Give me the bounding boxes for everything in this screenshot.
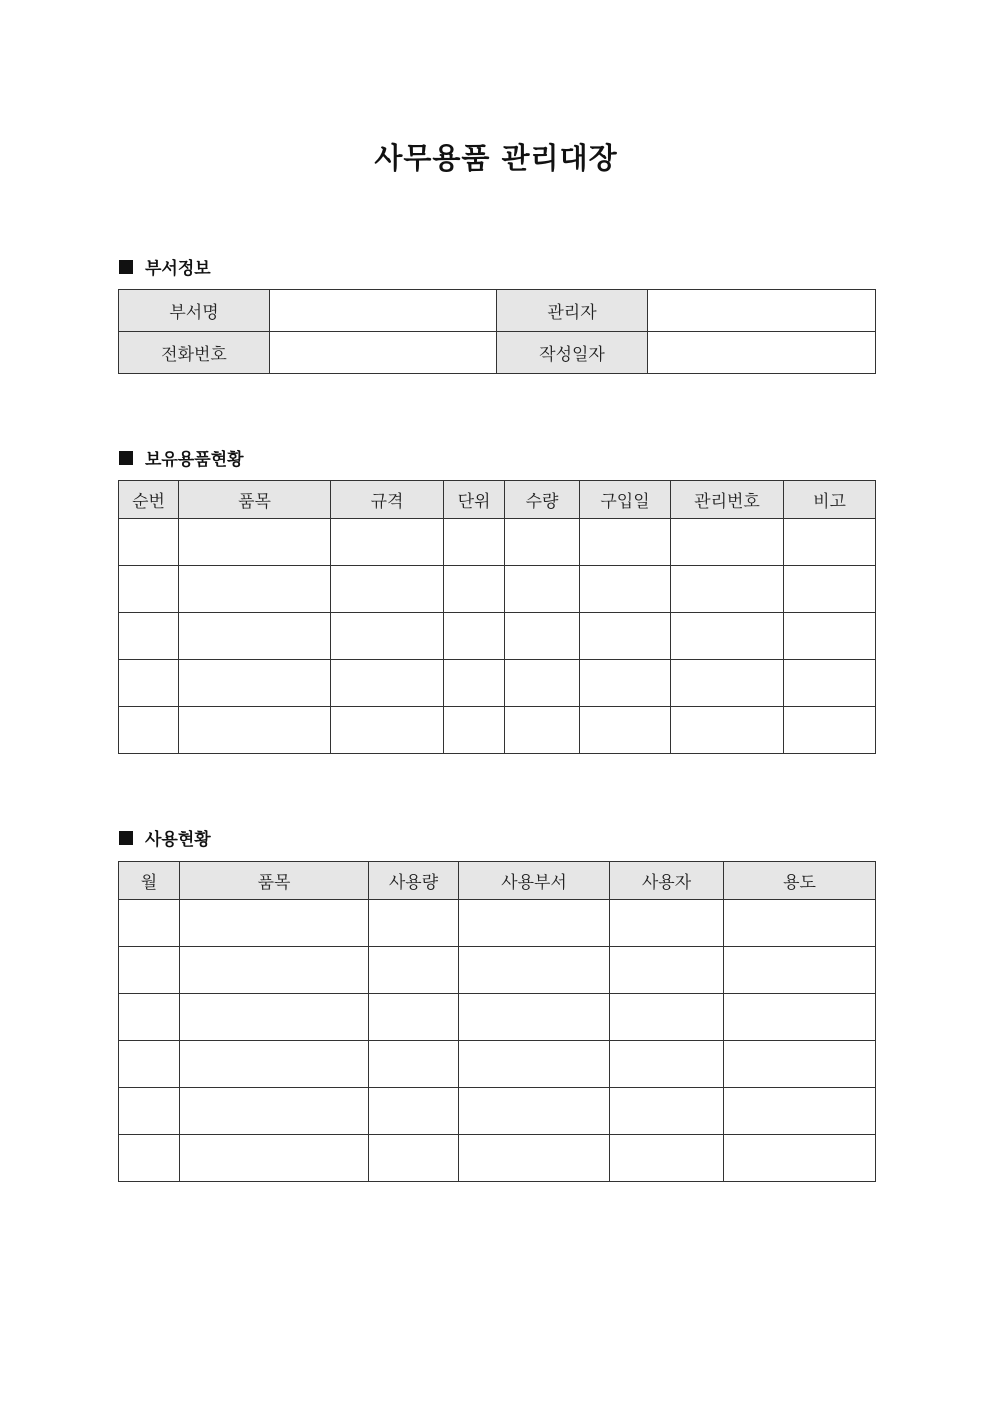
usage-table (118, 861, 876, 1182)
table-cell[interactable] (784, 519, 876, 566)
table-cell[interactable] (180, 1041, 369, 1088)
table-cell[interactable] (119, 947, 180, 994)
section-heading-holdings (119, 445, 244, 470)
table-cell[interactable] (671, 660, 784, 707)
table-cell[interactable] (444, 519, 505, 566)
table-cell[interactable] (119, 566, 179, 613)
table-cell[interactable] (784, 707, 876, 754)
column-header: 사용자 (610, 862, 724, 900)
date-field[interactable] (648, 332, 876, 374)
column-header: 사용부서 (459, 862, 610, 900)
column-header: 관리번호 (671, 481, 784, 519)
column-header: 품목 (179, 481, 331, 519)
table-cell[interactable] (119, 519, 179, 566)
table-row (119, 994, 876, 1041)
table-cell[interactable] (459, 1041, 610, 1088)
phone-field[interactable] (270, 332, 497, 374)
table-cell[interactable] (369, 1041, 459, 1088)
table-cell[interactable] (724, 900, 876, 947)
table-row (119, 1135, 876, 1182)
table-cell[interactable] (444, 566, 505, 613)
table-cell[interactable] (505, 660, 580, 707)
column-header: 수량 (505, 481, 580, 519)
square-bullet-icon (119, 260, 133, 274)
section-heading-usage (119, 825, 211, 850)
table-row (119, 707, 876, 754)
table-cell[interactable] (459, 1135, 610, 1182)
table-cell[interactable] (119, 1088, 180, 1135)
section-heading-label: 부서정보 (145, 259, 211, 279)
table-cell[interactable] (179, 660, 331, 707)
table-cell[interactable] (610, 994, 724, 1041)
table-cell[interactable] (671, 613, 784, 660)
table-row (119, 660, 876, 707)
table-cell[interactable] (671, 519, 784, 566)
column-header: 비고 (784, 481, 876, 519)
table-cell[interactable] (459, 1088, 610, 1135)
column-header: 구입일 (580, 481, 671, 519)
table-cell[interactable] (179, 519, 331, 566)
table-row (119, 332, 876, 374)
table-cell[interactable] (724, 947, 876, 994)
table-cell[interactable] (369, 947, 459, 994)
table-cell[interactable] (784, 566, 876, 613)
column-header: 순번 (119, 481, 179, 519)
column-header: 품목 (180, 862, 369, 900)
square-bullet-icon (119, 831, 133, 845)
column-header: 규격 (331, 481, 444, 519)
dept-name-label: 부서명 (119, 290, 270, 332)
table-cell[interactable] (369, 900, 459, 947)
section-heading-label: 보유용품현황 (145, 450, 244, 470)
page-title: 사무용품 관리대장 (374, 141, 618, 175)
table-cell[interactable] (671, 566, 784, 613)
table-cell[interactable] (180, 947, 369, 994)
table-header-row (119, 862, 876, 900)
table-cell[interactable] (724, 1135, 876, 1182)
phone-label: 전화번호 (119, 332, 270, 374)
table-row (119, 900, 876, 947)
table-cell[interactable] (119, 660, 179, 707)
table-cell[interactable] (179, 613, 331, 660)
table-cell[interactable] (505, 707, 580, 754)
table-cell[interactable] (671, 707, 784, 754)
table-cell[interactable] (119, 707, 179, 754)
table-row (119, 290, 876, 332)
column-header: 용도 (724, 862, 876, 900)
dept-info-table (118, 289, 876, 374)
table-cell[interactable] (724, 994, 876, 1041)
table-cell[interactable] (444, 707, 505, 754)
table-cell[interactable] (580, 707, 671, 754)
table-cell[interactable] (610, 1135, 724, 1182)
table-cell[interactable] (444, 613, 505, 660)
table-cell[interactable] (505, 519, 580, 566)
table-row (119, 1041, 876, 1088)
table-cell[interactable] (580, 566, 671, 613)
square-bullet-icon (119, 451, 133, 465)
table-row (119, 566, 876, 613)
table-cell[interactable] (610, 1041, 724, 1088)
table-cell[interactable] (505, 566, 580, 613)
table-cell[interactable] (369, 994, 459, 1041)
table-cell[interactable] (610, 947, 724, 994)
table-cell[interactable] (180, 900, 369, 947)
table-cell[interactable] (724, 1088, 876, 1135)
table-row (119, 613, 876, 660)
table-cell[interactable] (724, 1041, 876, 1088)
table-cell[interactable] (331, 613, 444, 660)
dept-name-field[interactable] (270, 290, 497, 332)
manager-label: 관리자 (497, 290, 648, 332)
table-cell[interactable] (369, 1135, 459, 1182)
table-cell[interactable] (459, 994, 610, 1041)
table-cell[interactable] (331, 566, 444, 613)
table-row (119, 1088, 876, 1135)
table-cell[interactable] (180, 1088, 369, 1135)
column-header: 단위 (444, 481, 505, 519)
table-cell[interactable] (580, 660, 671, 707)
table-cell[interactable] (179, 566, 331, 613)
manager-field[interactable] (648, 290, 876, 332)
table-cell[interactable] (119, 1041, 180, 1088)
table-cell[interactable] (119, 900, 180, 947)
table-cell[interactable] (119, 1135, 180, 1182)
table-cell[interactable] (369, 1088, 459, 1135)
table-cell[interactable] (331, 519, 444, 566)
table-cell[interactable] (119, 613, 179, 660)
table-cell[interactable] (580, 519, 671, 566)
table-cell[interactable] (580, 613, 671, 660)
table-cell[interactable] (331, 707, 444, 754)
column-header: 사용량 (369, 862, 459, 900)
table-cell[interactable] (784, 613, 876, 660)
section-heading-label: 사용현황 (145, 830, 211, 850)
table-cell[interactable] (505, 613, 580, 660)
column-header: 월 (119, 862, 180, 900)
holdings-table (118, 480, 876, 754)
table-header-row (119, 481, 876, 519)
table-cell[interactable] (444, 660, 505, 707)
table-cell[interactable] (331, 660, 444, 707)
table-cell[interactable] (459, 947, 610, 994)
table-cell[interactable] (610, 1088, 724, 1135)
table-cell[interactable] (119, 994, 180, 1041)
table-cell[interactable] (459, 900, 610, 947)
table-cell[interactable] (180, 1135, 369, 1182)
table-cell[interactable] (179, 707, 331, 754)
table-cell[interactable] (784, 660, 876, 707)
section-heading-dept (119, 254, 211, 279)
table-cell[interactable] (180, 994, 369, 1041)
date-label: 작성일자 (497, 332, 648, 374)
table-cell[interactable] (610, 900, 724, 947)
table-row (119, 519, 876, 566)
table-row (119, 947, 876, 994)
